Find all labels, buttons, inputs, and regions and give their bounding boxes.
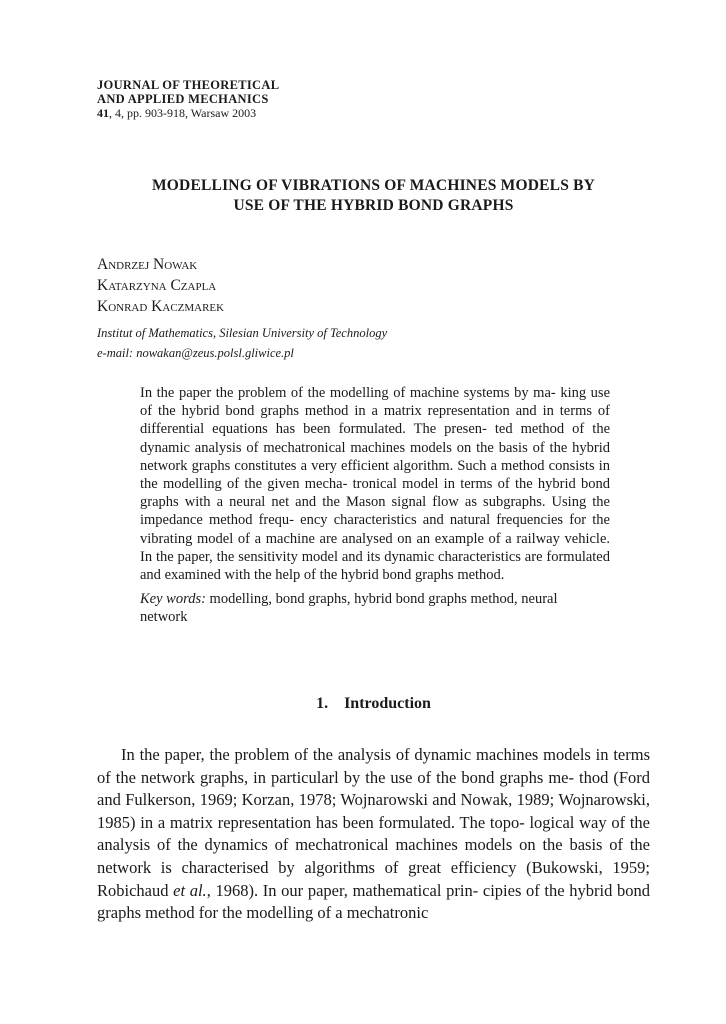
author-name: Andrzej Nowak: [97, 256, 198, 273]
journal-name-line1: JOURNAL OF THEORETICAL: [97, 78, 280, 92]
keywords-text: modelling, bond graphs, hybrid bond graphs method, neural: [205, 591, 558, 608]
author-list: [97, 254, 224, 317]
paper-title-line2: USE OF THE HYBRID BOND GRAPHS: [233, 197, 514, 214]
abstract-line: on the basis of the hybrid network graphs constitutes a very efficient: [140, 439, 610, 474]
keywords: [140, 590, 610, 626]
abstract-line: tronical model in terms of the hybrid bond graphs with a neural net and: [140, 476, 611, 511]
journal-name-line2: AND APPLIED MECHANICS: [97, 92, 269, 106]
affiliation-institute: Institut of Mathematics, Silesian University of Technology: [97, 326, 388, 340]
intro-line: Wojnarowski, 1985) in a matrix representation has been formulated. The topo-: [97, 790, 651, 832]
author-name: Katarzyna Czapla: [97, 277, 217, 294]
intro-line: thod (Ford and Fulkerson, 1969; Korzan, 1978; Wojnarowski and Nowak, 1989;: [97, 767, 651, 810]
journal-reference-rest: , 4, pp. 903-918, Warsaw 2003: [109, 106, 257, 120]
abstract-text: [140, 384, 610, 584]
abstract-line: and in terms of differential equations has been formulated. The presen-: [140, 403, 610, 438]
abstract-line: machine are analysed on an example of a railway vehicle. In the paper,: [140, 530, 611, 565]
intro-line: In the paper, the problem of the analysis of dynamic machines models in: [121, 745, 609, 764]
abstract-line: the sensitivity model and its dynamic characteristics are formulated and: [140, 548, 610, 584]
abstract-line: ency characteristics and natural frequencies for the vibrating model of a: [140, 512, 610, 547]
journal-reference: [97, 106, 279, 120]
section-heading: [97, 695, 650, 713]
intro-line: terms of the network graphs, in particularl by the use of the bond graphs me-: [97, 745, 650, 787]
affiliation-email: e-mail: nowakan@zeus.polsl.gliwice.pl: [97, 346, 294, 360]
abstract: [140, 384, 610, 627]
section-title: Introduction: [344, 695, 431, 712]
abstract-line: algorithm. Such a method consists in the modelling of the given mecha-: [140, 457, 610, 493]
intro-text: (Bukowski, 1959; Robichaud: [97, 857, 651, 900]
intro-emphasis: et al.: [173, 880, 207, 900]
abstract-line: ted method of the dynamic analysis of mechatronical machines models: [140, 421, 611, 456]
intro-paragraph: [97, 744, 650, 925]
affiliation: [97, 323, 387, 363]
intro-text: , 1968). In our paper, mathematical prin-: [206, 880, 479, 900]
keywords-text: network: [140, 609, 188, 626]
abstract-line: king use of the hybrid bond graphs method in a matrix representation: [140, 385, 611, 420]
intro-line: on the basis of the network is characterised by algorithms of great efficiency: [97, 835, 651, 877]
journal-volume: 41: [97, 106, 109, 120]
intro-line: cipies of the hybrid bond graphs method for the modelling of a mechatronic: [97, 880, 650, 923]
paper-title: [97, 176, 650, 216]
intro-line: logical way of the analysis of the dynamics of mechatronical machines models: [97, 812, 650, 855]
journal-header: [97, 78, 279, 120]
abstract-line: In the paper the problem of the modelling of machine systems by ma-: [140, 385, 556, 401]
author-name: Konrad Kaczmarek: [97, 298, 225, 315]
keywords-label: Key words:: [140, 591, 206, 608]
section-number: 1.: [316, 695, 329, 712]
abstract-line: the Mason signal flow as subgraphs. Using the impedance method frequ-: [140, 494, 610, 529]
paper-title-line1: MODELLING OF VIBRATIONS OF MACHINES MODELS BY: [151, 177, 596, 194]
abstract-line: examined with the help of the hybrid bond graphs method.: [164, 567, 505, 584]
